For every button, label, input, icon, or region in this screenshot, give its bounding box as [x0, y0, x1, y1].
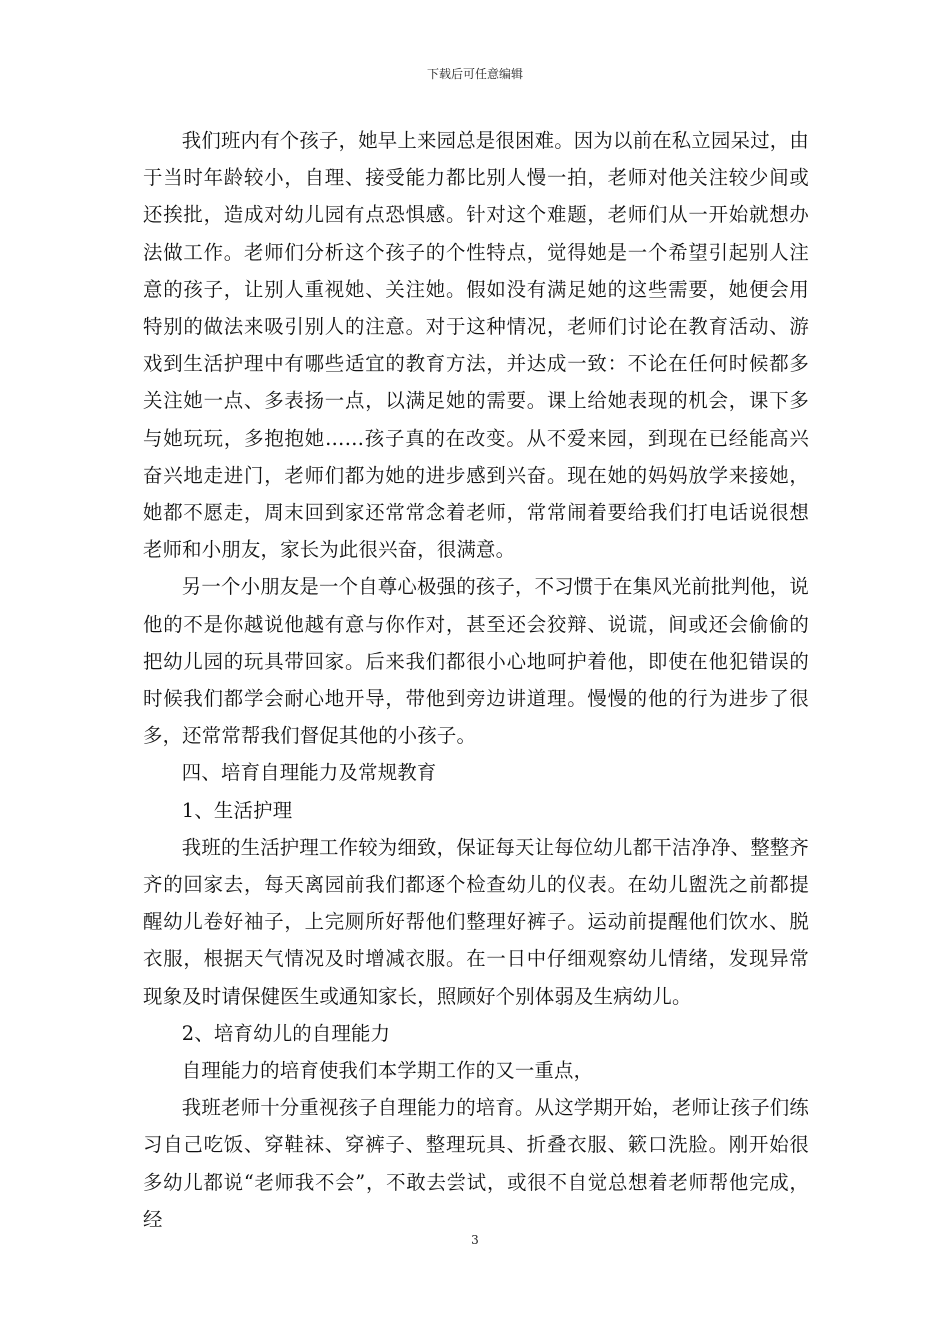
page-number: 3	[471, 1233, 479, 1247]
section-heading-4: 四、培育自理能力及常规教育	[181, 761, 437, 785]
paragraph-2: 另一个小朋友是一个自尊心极强的孩子，不习惯于在集风光前批判他，说他的不是你越说他越有意与你作对，甚至还会狡辩、说谎，间或还会偷偷的把幼儿园的玩具带回家。后来我们都很小心地呵护着他，即使在他犯错误的时候我们都学会耐心地开导，带他到旁边讲道理。慢慢的他的行为进步了很多，还常常帮我们督促其他的小孩子。	[143, 575, 809, 748]
document-body	[143, 122, 809, 1238]
subheading-2: 2、培育幼儿的自理能力	[181, 1021, 391, 1045]
subheading-1: 1、生活护理	[181, 798, 293, 822]
paragraph-4: 自理能力的培育使我们本学期工作的又一重点，	[181, 1059, 594, 1083]
paragraph-3: 我班的生活护理工作较为细致，保证每天让每位幼儿都干洁净净、整整齐齐的回家去，每天离园前我们都逐个检查幼儿的仪表。在幼儿盥洗之前都提醒幼儿卷好袖子，上完厕所好帮他们整理好裤子。运动前提醒他们饮水、脱衣服，根据天气情况及时增减衣服。在一日中仔细观察幼儿情绪，发现异常现象及时请保健医生或通知家长，照顾好个别体弱及生病幼儿。	[143, 835, 809, 1008]
paragraph-1: 我们班内有个孩子，她早上来园总是很困难。因为以前在私立园呆过，由于当时年龄较小，自理、接受能力都比别人慢一拍，老师对他关注较少间或还挨批，造成对幼儿园有点恐惧感。针对这个难题，老师们从一开始就想办法做工作。老师们分析这个孩子的个性特点，觉得她是一个希望引起别人注意的孩子，让别人重视她、关注她。假如没有满足她的这些需要，她便会用特别的做法来吸引别人的注意。对于这种情况，老师们讨论在教育活动、游戏到生活护理中有哪些适宜的教育方法，并达成一致：不论在任何时候都多关注她一点、多表扬一点，以满足她的需要。课上给她表现的机会，课下多与她玩玩，多抱抱她……孩子真的在改变。从不爱来园，到现在已经能高兴奋兴地走进门，老师们都为她的进步感到兴奋。现在她的妈妈放学来接她，她都不愿走，周末回到家还常常念着老师，常常闹着要给我们打电话说很想老师和小朋友，家长为此很兴奋，很满意。	[143, 129, 809, 562]
paragraph-5: 我班老师十分重视孩子自理能力的培育。从这学期开始，老师让孩子们练习自己吃饭、穿鞋袜、穿裤子、整理玩具、折叠衣服、簌口洗脸。刚开始很多幼儿都说“老师我不会”，不敢去尝试，或很不自觉总想着老师帮他完成，经	[143, 1096, 809, 1231]
page-header: 下载后可任意编辑	[426, 67, 523, 81]
